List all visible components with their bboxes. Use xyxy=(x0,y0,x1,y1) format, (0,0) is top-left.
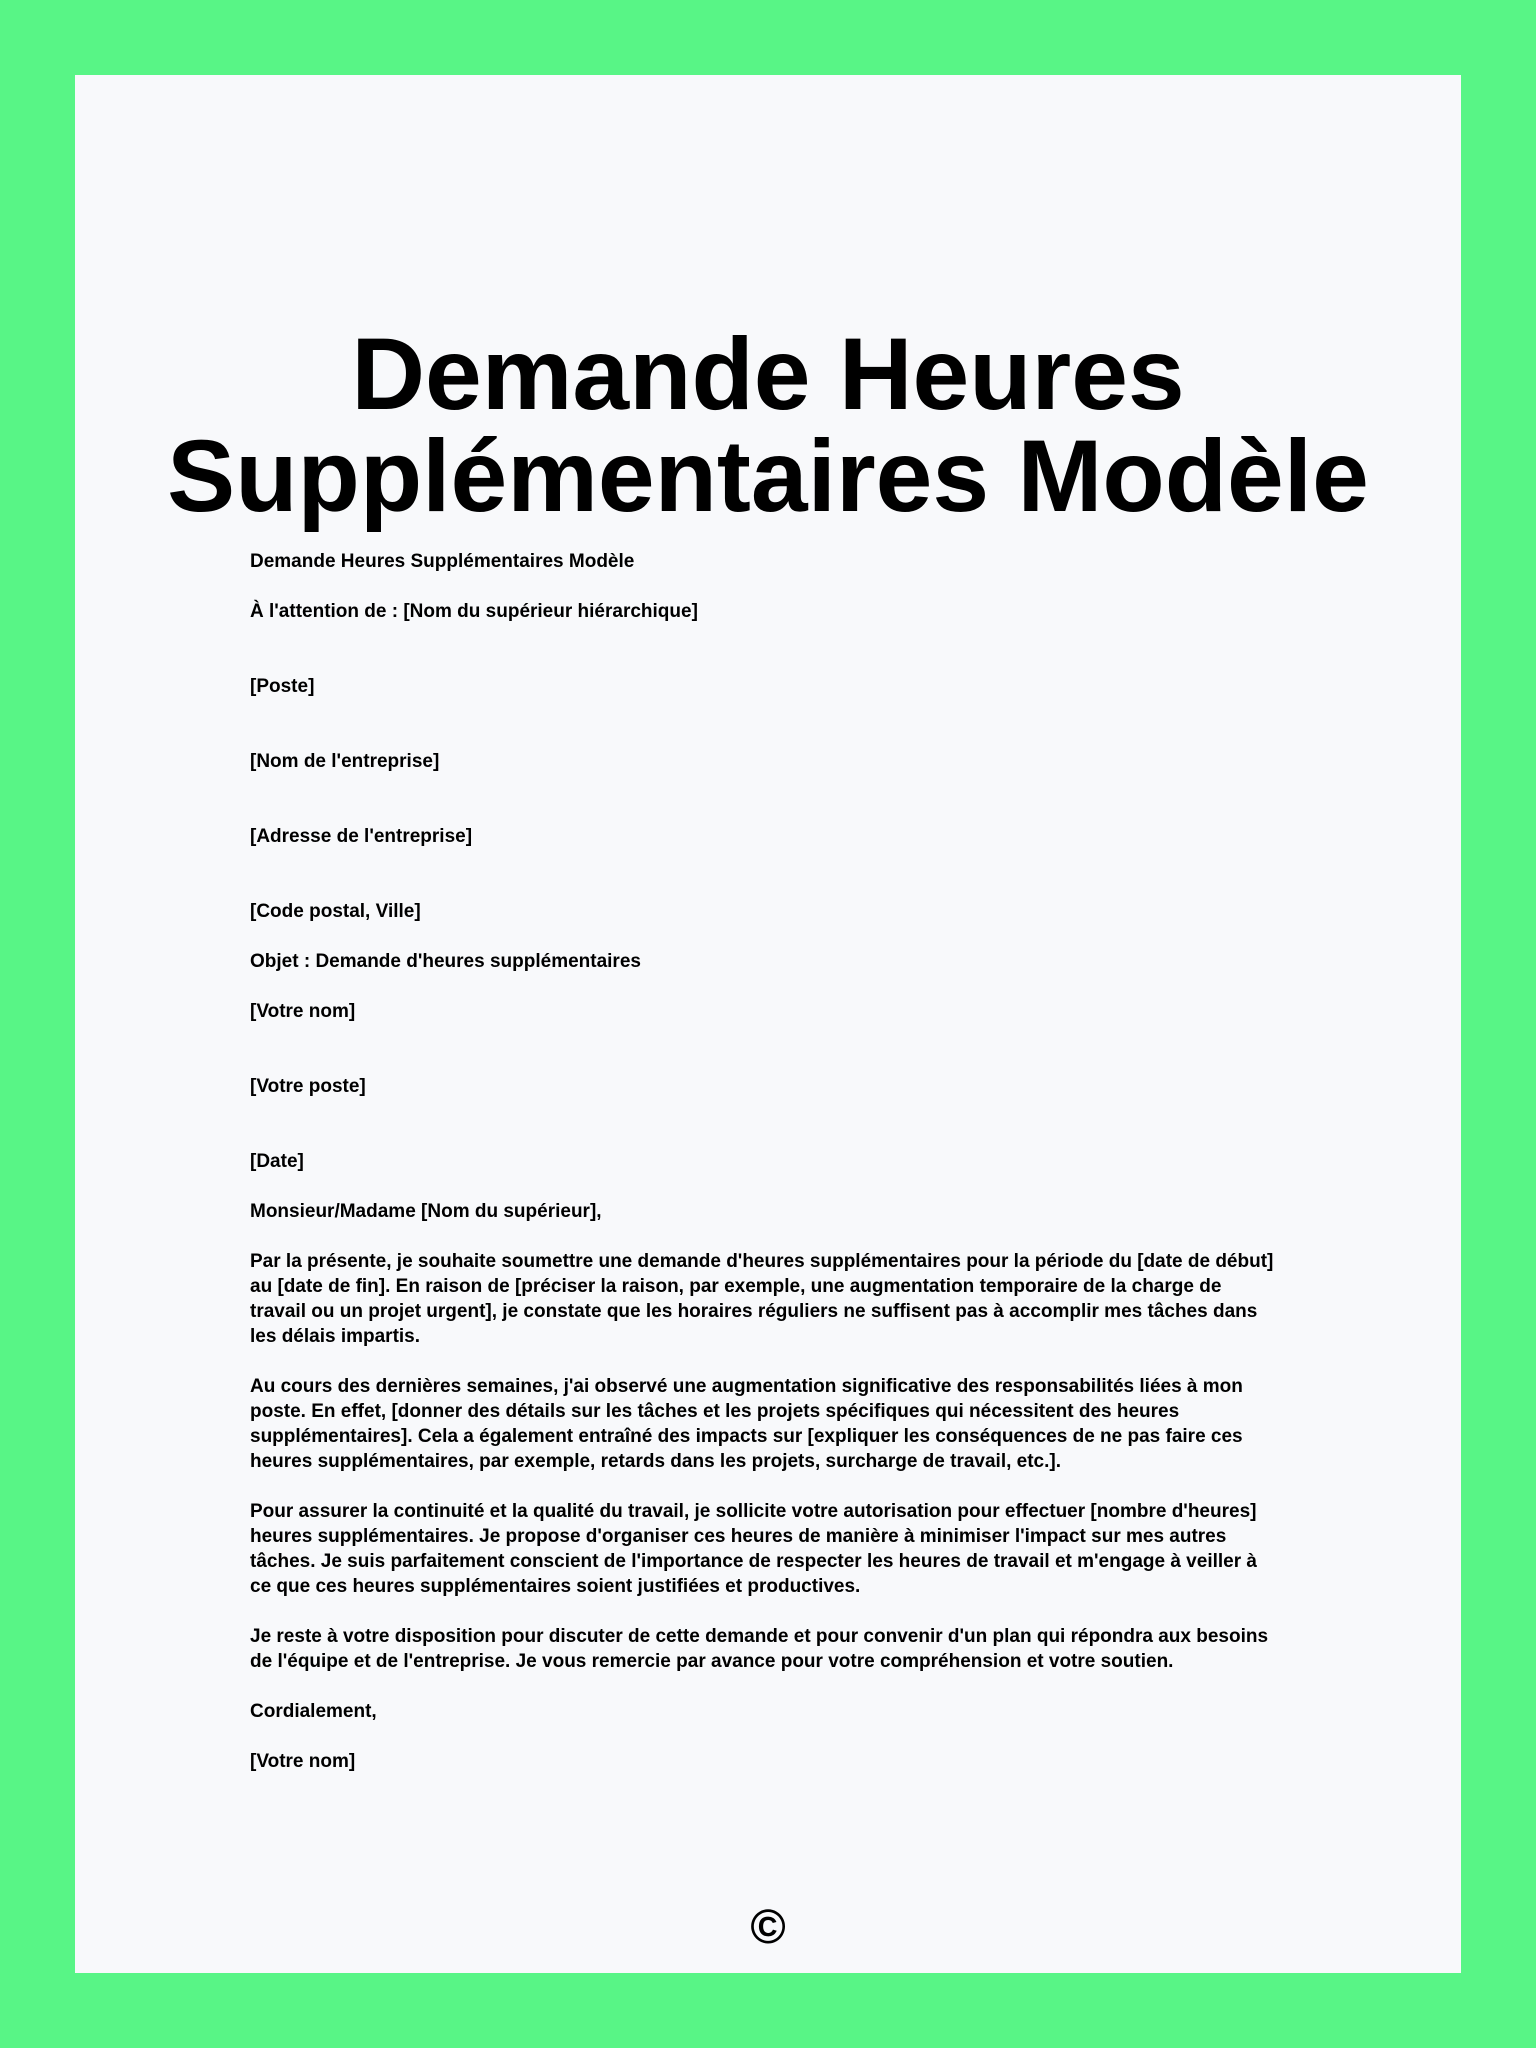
closing: Cordialement, xyxy=(250,1701,377,1722)
title-line-2: Supplémentaires Modèle xyxy=(167,419,1369,533)
document-title xyxy=(75,317,1461,533)
attention-line: À l'attention de : [Nom du supérieur hiérarchique] xyxy=(250,601,698,622)
letter-body xyxy=(250,549,1280,1774)
letter-heading: Demande Heures Supplémentaires Modèle xyxy=(250,551,635,572)
document-page xyxy=(75,75,1461,1973)
title-line-1: Demande Heures xyxy=(351,317,1185,431)
paragraph-1: Par la présente, je souhaite soumettre une demande d'heures supplémentaires pour la période du [date de début] au [date de fin]. En raison de [préciser la raison, par exemple, une augmentation temporaire de la charge de travail ou un projet urgent], je constate que les horaires réguliers ne suffisent pas à accomplir mes tâches dans les délais impartis. xyxy=(250,1251,1274,1347)
sender-position: [Votre poste] xyxy=(250,1076,366,1097)
paragraph-2: Au cours des dernières semaines, j'ai observé une augmentation significative des responsabilités liées à mon poste. En effet, [donner des détails sur les tâches et les projets spécifiques qui nécessitent des heures supplémentaires]. Cela a également entraîné des impacts sur [expliquer les conséquences de ne pas faire ces heures supplémentaires, par exemple, retards dans les projets, surcharge de travail, etc.]. xyxy=(250,1376,1243,1472)
paragraph-4: Je reste à votre disposition pour discuter de cette demande et pour convenir d'un plan qui répondra aux besoins de l'équipe et de l'entreprise. Je vous remercie par avance pour votre compréhension et votre soutien. xyxy=(250,1626,1269,1672)
subject-line: Objet : Demande d'heures supplémentaires xyxy=(250,951,641,972)
company-address: [Adresse de l'entreprise] xyxy=(250,826,473,847)
letter-date: [Date] xyxy=(250,1151,304,1172)
postal-code-city: [Code postal, Ville] xyxy=(250,901,421,922)
paragraph-3: Pour assurer la continuité et la qualité du travail, je sollicite votre autorisation pour effectuer [nombre d'heures] heures supplémentaires. Je propose d'organiser ces heures de manière à minimiser l'impact sur mes autres tâches. Je suis parfaitement conscient de l'importance de respecter les heures de travail et m'engage à veiller à ce que ces heures supplémentaires soient justifiées et productives. xyxy=(250,1501,1257,1597)
copyright-icon: © xyxy=(750,1901,786,1954)
company-name: [Nom de l'entreprise] xyxy=(250,751,440,772)
salutation: Monsieur/Madame [Nom du supérieur], xyxy=(250,1201,602,1222)
sender-name: [Votre nom] xyxy=(250,1001,356,1022)
signature: [Votre nom] xyxy=(250,1751,356,1772)
recipient-position: [Poste] xyxy=(250,676,315,697)
